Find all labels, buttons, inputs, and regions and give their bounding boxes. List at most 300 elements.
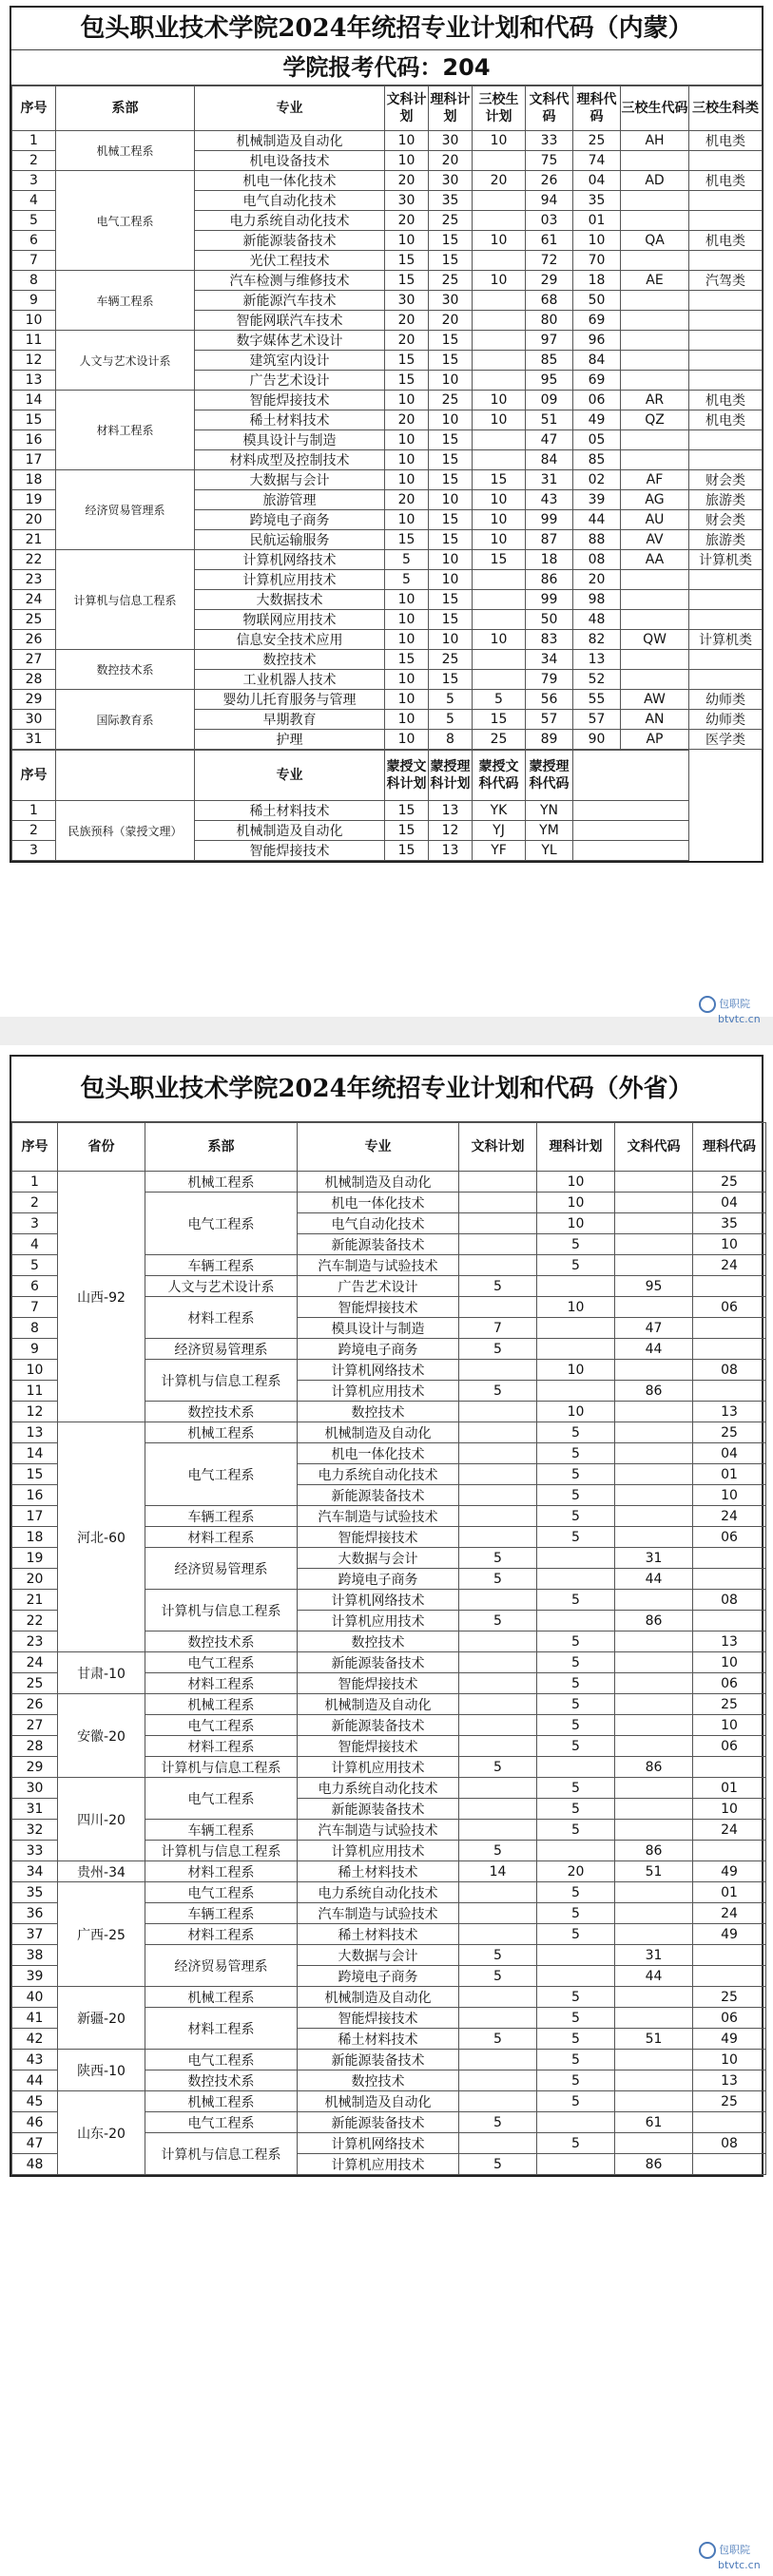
liberal-code-cell: 99 xyxy=(526,590,573,610)
row-number: 18 xyxy=(12,470,56,490)
major-cell: 计算机应用技术 xyxy=(298,1841,459,1861)
liberal-code-cell: 09 xyxy=(526,391,573,410)
vocational-code-cell: AU xyxy=(621,510,689,530)
liberal-code-cell xyxy=(615,1799,693,1820)
department-cell: 电气工程系 xyxy=(145,1778,298,1820)
major-cell: 智能网联汽车技术 xyxy=(195,311,385,331)
liberal-code-cell xyxy=(615,1172,693,1193)
vocational-category-cell: 旅游类 xyxy=(689,530,763,550)
liberal-plan-cell: 5 xyxy=(459,2154,537,2175)
liberal-plan-cell: 15 xyxy=(385,371,429,391)
liberal-code-cell: 44 xyxy=(615,1569,693,1590)
liberal-plan-cell: 10 xyxy=(385,450,429,470)
major-cell: 数控技术 xyxy=(298,2070,459,2091)
major-cell: 光伏工程技术 xyxy=(195,251,385,271)
science-plan-cell: 20 xyxy=(429,311,473,331)
science-code-cell: 69 xyxy=(573,311,621,331)
vocational-plan-cell: 10 xyxy=(473,131,526,151)
blank-header xyxy=(573,751,689,801)
science-code-cell: 49 xyxy=(693,2029,766,2050)
liberal-code-cell xyxy=(615,1213,693,1234)
science-code-cell xyxy=(693,2112,766,2133)
vocational-code-cell xyxy=(621,450,689,470)
row-number: 31 xyxy=(12,730,56,750)
liberal-plan-cell: 5 xyxy=(459,1841,537,1861)
department-cell: 经济贸易管理系 xyxy=(56,470,195,550)
liberal-plan-cell xyxy=(459,1694,537,1715)
row-number: 2 xyxy=(12,151,56,171)
major-cell: 物联网应用技术 xyxy=(195,610,385,630)
column-header: 蒙授理科计划 xyxy=(429,751,473,801)
vocational-category-cell: 计算机类 xyxy=(689,550,763,570)
liberal-code-cell xyxy=(615,1464,693,1485)
row-number: 8 xyxy=(12,1318,58,1339)
vocational-plan-cell xyxy=(473,291,526,311)
science-code-cell: 01 xyxy=(693,1778,766,1799)
table-row xyxy=(12,2091,766,2112)
liberal-plan-cell: 15 xyxy=(385,650,429,670)
science-plan-cell: 5 xyxy=(537,2133,615,2154)
vocational-category-cell: 幼师类 xyxy=(689,690,763,710)
table-row xyxy=(12,2050,766,2070)
major-cell: 计算机应用技术 xyxy=(298,1757,459,1778)
liberal-plan-cell: 5 xyxy=(459,2029,537,2050)
liberal-plan-cell: 10 xyxy=(385,231,429,251)
vocational-code-cell: QW xyxy=(621,630,689,650)
liberal-code-cell xyxy=(615,1673,693,1694)
vocational-category-cell xyxy=(689,570,763,590)
liberal-plan-cell: 10 xyxy=(385,730,429,750)
department-cell: 材料工程系 xyxy=(56,391,195,470)
vocational-code-cell xyxy=(621,610,689,630)
vocational-code-cell: AA xyxy=(621,550,689,570)
vocational-category-cell xyxy=(689,371,763,391)
liberal-plan-cell xyxy=(459,1590,537,1611)
science-plan-cell: 5 xyxy=(537,1443,615,1464)
liberal-plan-cell: 10 xyxy=(385,630,429,650)
watermark-url: btvtc.cn xyxy=(718,1013,761,1025)
province-cell: 陕西-10 xyxy=(58,2050,145,2091)
row-number: 20 xyxy=(12,510,56,530)
liberal-plan-cell xyxy=(459,1443,537,1464)
vocational-category-cell: 机电类 xyxy=(689,131,763,151)
liberal-code-cell xyxy=(615,1652,693,1673)
major-cell: 电力系统自动化技术 xyxy=(298,1464,459,1485)
row-number: 21 xyxy=(12,1590,58,1611)
major-cell: 材料成型及控制技术 xyxy=(195,450,385,470)
major-cell: 数控技术 xyxy=(298,1631,459,1652)
science-code-cell: 50 xyxy=(573,291,621,311)
department-cell: 数控技术系 xyxy=(145,1402,298,1422)
vocational-code-cell xyxy=(621,291,689,311)
vocational-category-cell xyxy=(689,331,763,351)
department-cell: 机械工程系 xyxy=(145,1987,298,2008)
row-number: 7 xyxy=(12,1297,58,1318)
major-cell: 大数据与会计 xyxy=(298,1548,459,1569)
liberal-plan-cell xyxy=(459,1715,537,1736)
science-plan-cell: 5 xyxy=(537,1882,615,1903)
major-cell: 跨境电子商务 xyxy=(298,1569,459,1590)
science-plan-cell: 15 xyxy=(429,610,473,630)
vocational-plan-cell: 10 xyxy=(473,530,526,550)
sheet1-title: 包头职业技术学院2024年统招专业计划和代码（内蒙） xyxy=(11,8,762,50)
science-plan-cell xyxy=(537,1945,615,1966)
value-cell: 15 xyxy=(385,821,429,841)
liberal-plan-cell xyxy=(459,2091,537,2112)
major-cell: 信息安全技术应用 xyxy=(195,630,385,650)
liberal-plan-cell: 20 xyxy=(385,331,429,351)
major-cell: 电力系统自动化技术 xyxy=(298,1882,459,1903)
science-plan-cell: 5 xyxy=(537,1715,615,1736)
major-cell: 计算机应用技术 xyxy=(298,1381,459,1402)
science-plan-cell: 8 xyxy=(429,730,473,750)
major-cell: 跨境电子商务 xyxy=(298,1966,459,1987)
vocational-plan-cell: 10 xyxy=(473,410,526,430)
value-cell: YF xyxy=(473,841,526,861)
science-plan-cell: 10 xyxy=(537,1213,615,1234)
major-cell: 电气自动化技术 xyxy=(298,1213,459,1234)
science-code-cell: 55 xyxy=(573,690,621,710)
major-cell: 大数据技术 xyxy=(195,590,385,610)
vocational-code-cell xyxy=(621,251,689,271)
major-cell: 机械制造及自动化 xyxy=(298,1422,459,1443)
department-cell: 机械工程系 xyxy=(145,1694,298,1715)
department-cell: 经济贸易管理系 xyxy=(145,1945,298,1987)
liberal-code-cell xyxy=(615,1590,693,1611)
vocational-category-cell xyxy=(689,430,763,450)
page-separator xyxy=(0,1017,773,1045)
department-cell: 计算机与信息工程系 xyxy=(145,1757,298,1778)
science-code-cell: 02 xyxy=(573,470,621,490)
row-number: 32 xyxy=(12,1820,58,1841)
science-plan-cell: 15 xyxy=(429,450,473,470)
row-number: 3 xyxy=(12,1213,58,1234)
column-header: 专业 xyxy=(195,86,385,131)
science-code-cell xyxy=(693,1548,766,1569)
ethnic-prep-table xyxy=(11,750,763,861)
liberal-code-cell: 31 xyxy=(615,1945,693,1966)
science-plan-cell: 20 xyxy=(429,151,473,171)
science-plan-cell xyxy=(537,1611,615,1631)
major-cell: 跨境电子商务 xyxy=(298,1339,459,1360)
science-plan-cell: 5 xyxy=(537,1485,615,1506)
vocational-code-cell: AP xyxy=(621,730,689,750)
major-cell: 计算机应用技术 xyxy=(298,1611,459,1631)
vocational-category-cell: 财会类 xyxy=(689,510,763,530)
vocational-category-cell: 计算机类 xyxy=(689,630,763,650)
liberal-code-cell: 86 xyxy=(615,1611,693,1631)
liberal-code-cell: 94 xyxy=(526,191,573,211)
vocational-category-cell: 汽驾类 xyxy=(689,271,763,291)
row-number: 3 xyxy=(12,171,56,191)
major-cell: 智能焊接技术 xyxy=(298,1673,459,1694)
table-row xyxy=(12,171,763,191)
liberal-plan-cell: 10 xyxy=(385,590,429,610)
science-code-cell: 57 xyxy=(573,710,621,730)
science-code-cell: 25 xyxy=(693,1422,766,1443)
science-code-cell: 82 xyxy=(573,630,621,650)
liberal-code-cell: 86 xyxy=(615,1381,693,1402)
row-number: 26 xyxy=(12,1694,58,1715)
liberal-code-cell xyxy=(615,1987,693,2008)
science-plan-cell xyxy=(537,1318,615,1339)
row-number: 10 xyxy=(12,1360,58,1381)
major-cell: 电力系统自动化技术 xyxy=(298,1778,459,1799)
value-cell: 15 xyxy=(385,841,429,861)
liberal-plan-cell xyxy=(459,1464,537,1485)
liberal-code-cell xyxy=(615,1297,693,1318)
science-code-cell: 24 xyxy=(693,1255,766,1276)
major-cell: 机电一体化技术 xyxy=(298,1443,459,1464)
empty-cell xyxy=(573,841,689,861)
department-cell: 材料工程系 xyxy=(145,1673,298,1694)
liberal-code-cell xyxy=(615,1715,693,1736)
science-plan-cell: 10 xyxy=(537,1172,615,1193)
vocational-code-cell xyxy=(621,371,689,391)
liberal-plan-cell: 15 xyxy=(385,530,429,550)
province-cell: 新疆-20 xyxy=(58,1987,145,2050)
row-number: 2 xyxy=(12,1193,58,1213)
liberal-code-cell: 31 xyxy=(526,470,573,490)
science-plan-cell: 10 xyxy=(429,490,473,510)
liberal-plan-cell xyxy=(459,1297,537,1318)
liberal-plan-cell: 10 xyxy=(385,470,429,490)
major-cell: 模具设计与制造 xyxy=(195,430,385,450)
value-cell: 12 xyxy=(429,821,473,841)
column-header: 理科计划 xyxy=(537,1123,615,1172)
science-code-cell: 25 xyxy=(693,1694,766,1715)
inner-mongolia-plan-sheet xyxy=(10,6,763,863)
vocational-code-cell xyxy=(621,211,689,231)
row-number: 27 xyxy=(12,1715,58,1736)
row-number: 11 xyxy=(12,1381,58,1402)
science-plan-cell: 5 xyxy=(537,1903,615,1924)
department-cell: 车辆工程系 xyxy=(145,1903,298,1924)
vocational-category-cell: 旅游类 xyxy=(689,490,763,510)
watermark-bottom xyxy=(699,2542,761,2571)
table-row xyxy=(12,550,763,570)
vocational-plan-cell xyxy=(473,610,526,630)
science-code-cell: 18 xyxy=(573,271,621,291)
column-header: 三校生代码 xyxy=(621,86,689,131)
major-cell: 稀土材料技术 xyxy=(298,1861,459,1882)
major-cell: 计算机网络技术 xyxy=(298,2133,459,2154)
liberal-plan-cell: 10 xyxy=(385,670,429,690)
column-header: 序号 xyxy=(12,751,56,801)
liberal-plan-cell: 10 xyxy=(385,391,429,410)
science-code-cell: 10 xyxy=(693,1485,766,1506)
province-cell: 山西-92 xyxy=(58,1172,145,1422)
liberal-code-cell xyxy=(615,1631,693,1652)
liberal-plan-cell: 15 xyxy=(385,271,429,291)
vocational-plan-cell xyxy=(473,251,526,271)
row-number: 2 xyxy=(12,821,56,841)
liberal-plan-cell: 30 xyxy=(385,191,429,211)
liberal-code-cell: 86 xyxy=(615,1841,693,1861)
department-cell: 电气工程系 xyxy=(145,2050,298,2070)
science-plan-cell: 5 xyxy=(537,1506,615,1527)
vocational-code-cell xyxy=(621,191,689,211)
liberal-plan-cell: 5 xyxy=(459,1611,537,1631)
column-header: 理科代码 xyxy=(693,1123,766,1172)
science-plan-cell: 10 xyxy=(537,1402,615,1422)
liberal-code-cell: 31 xyxy=(615,1548,693,1569)
column-header: 理科计划 xyxy=(429,86,473,131)
science-code-cell: 25 xyxy=(693,1172,766,1193)
value-cell: 15 xyxy=(385,801,429,821)
row-number: 46 xyxy=(12,2112,58,2133)
table-row xyxy=(12,1694,766,1715)
watermark xyxy=(699,996,761,1025)
liberal-plan-cell: 5 xyxy=(459,2112,537,2133)
department-cell: 车辆工程系 xyxy=(145,1820,298,1841)
vocational-category-cell: 机电类 xyxy=(689,410,763,430)
row-number: 5 xyxy=(12,211,56,231)
major-cell: 电力系统自动化技术 xyxy=(195,211,385,231)
major-cell: 旅游管理 xyxy=(195,490,385,510)
liberal-plan-cell: 15 xyxy=(385,251,429,271)
liberal-code-cell: 51 xyxy=(526,410,573,430)
value-cell: 稀土材料技术 xyxy=(195,801,385,821)
liberal-code-cell xyxy=(615,1422,693,1443)
vocational-category-cell xyxy=(689,450,763,470)
liberal-plan-cell xyxy=(459,1527,537,1548)
major-cell: 机电设备技术 xyxy=(195,151,385,171)
major-cell: 计算机网络技术 xyxy=(298,1590,459,1611)
science-plan-cell: 5 xyxy=(537,1527,615,1548)
science-code-cell xyxy=(693,2154,766,2175)
science-code-cell: 52 xyxy=(573,670,621,690)
table-row xyxy=(12,1172,766,1193)
science-plan-cell xyxy=(537,1966,615,1987)
department-cell: 机械工程系 xyxy=(145,2091,298,2112)
vocational-code-cell xyxy=(621,670,689,690)
province-cell: 山东-20 xyxy=(58,2091,145,2175)
row-number: 12 xyxy=(12,1402,58,1422)
science-code-cell: 01 xyxy=(693,1882,766,1903)
liberal-plan-cell xyxy=(459,2050,537,2070)
department-cell: 材料工程系 xyxy=(145,1861,298,1882)
science-plan-cell: 5 xyxy=(537,1464,615,1485)
vocational-plan-cell xyxy=(473,670,526,690)
science-code-cell: 25 xyxy=(693,1987,766,2008)
major-cell: 新能源装备技术 xyxy=(298,1485,459,1506)
row-number: 25 xyxy=(12,610,56,630)
science-code-cell xyxy=(693,1569,766,1590)
liberal-code-cell: 95 xyxy=(526,371,573,391)
science-code-cell: 90 xyxy=(573,730,621,750)
row-number: 39 xyxy=(12,1966,58,1987)
science-plan-cell: 10 xyxy=(429,630,473,650)
science-plan-cell: 25 xyxy=(429,271,473,291)
science-plan-cell: 5 xyxy=(429,690,473,710)
liberal-plan-cell: 20 xyxy=(385,311,429,331)
major-cell: 智能焊接技术 xyxy=(298,1736,459,1757)
row-number: 34 xyxy=(12,1861,58,1882)
vocational-plan-cell xyxy=(473,331,526,351)
table-row xyxy=(12,331,763,351)
row-number: 38 xyxy=(12,1945,58,1966)
science-plan-cell xyxy=(537,2154,615,2175)
science-plan-cell xyxy=(537,1276,615,1297)
department-cell: 车辆工程系 xyxy=(145,1506,298,1527)
vocational-code-cell xyxy=(621,430,689,450)
row-number: 17 xyxy=(12,1506,58,1527)
vocational-category-cell: 财会类 xyxy=(689,470,763,490)
science-plan-cell: 30 xyxy=(429,131,473,151)
science-plan-cell: 35 xyxy=(429,191,473,211)
liberal-plan-cell: 14 xyxy=(459,1861,537,1882)
liberal-plan-cell xyxy=(459,2070,537,2091)
science-code-cell: 49 xyxy=(573,410,621,430)
major-cell: 智能焊接技术 xyxy=(298,2008,459,2029)
major-cell: 机电一体化技术 xyxy=(298,1193,459,1213)
major-cell: 智能焊接技术 xyxy=(195,391,385,410)
science-code-cell: 04 xyxy=(693,1193,766,1213)
row-number: 48 xyxy=(12,2154,58,2175)
science-code-cell: 10 xyxy=(693,2050,766,2070)
liberal-code-cell xyxy=(615,1820,693,1841)
row-number: 25 xyxy=(12,1673,58,1694)
liberal-plan-cell xyxy=(459,1485,537,1506)
major-cell: 大数据与会计 xyxy=(298,1945,459,1966)
department-cell: 电气工程系 xyxy=(145,1652,298,1673)
liberal-code-cell xyxy=(615,1443,693,1464)
row-number: 15 xyxy=(12,1464,58,1485)
vocational-category-cell xyxy=(689,610,763,630)
major-cell: 新能源装备技术 xyxy=(298,1652,459,1673)
science-code-cell xyxy=(693,1318,766,1339)
vocational-plan-cell: 10 xyxy=(473,490,526,510)
row-number: 1 xyxy=(12,1172,58,1193)
science-plan-cell: 5 xyxy=(537,1799,615,1820)
major-cell: 大数据与会计 xyxy=(195,470,385,490)
vocational-code-cell xyxy=(621,151,689,171)
science-code-cell: 24 xyxy=(693,1506,766,1527)
liberal-code-cell: 89 xyxy=(526,730,573,750)
column-header: 蒙授文科计划 xyxy=(385,751,429,801)
college-logo-icon xyxy=(699,2542,716,2559)
column-header: 三校生科类 xyxy=(689,86,763,131)
table-row xyxy=(12,470,763,490)
science-code-cell xyxy=(693,1757,766,1778)
liberal-code-cell: 61 xyxy=(526,231,573,251)
science-plan-cell xyxy=(537,1548,615,1569)
liberal-plan-cell xyxy=(459,1255,537,1276)
science-plan-cell: 15 xyxy=(429,231,473,251)
major-cell: 汽车制造与试验技术 xyxy=(298,1255,459,1276)
row-number: 4 xyxy=(12,191,56,211)
liberal-code-cell: 50 xyxy=(526,610,573,630)
row-number: 6 xyxy=(12,231,56,251)
major-cell: 机械制造及自动化 xyxy=(298,1694,459,1715)
table-row xyxy=(12,271,763,291)
major-cell: 工业机器人技术 xyxy=(195,670,385,690)
value-cell: YN xyxy=(526,801,573,821)
major-cell: 建筑室内设计 xyxy=(195,351,385,371)
liberal-code-cell: 86 xyxy=(526,570,573,590)
liberal-plan-cell: 10 xyxy=(385,151,429,171)
department-cell: 人文与艺术设计系 xyxy=(145,1276,298,1297)
science-code-cell: 10 xyxy=(573,231,621,251)
liberal-plan-cell: 5 xyxy=(385,570,429,590)
science-plan-cell xyxy=(537,1569,615,1590)
row-number: 19 xyxy=(12,490,56,510)
table-row xyxy=(12,391,763,410)
liberal-plan-cell xyxy=(459,1987,537,2008)
major-cell: 广告艺术设计 xyxy=(298,1276,459,1297)
science-plan-cell: 15 xyxy=(429,510,473,530)
